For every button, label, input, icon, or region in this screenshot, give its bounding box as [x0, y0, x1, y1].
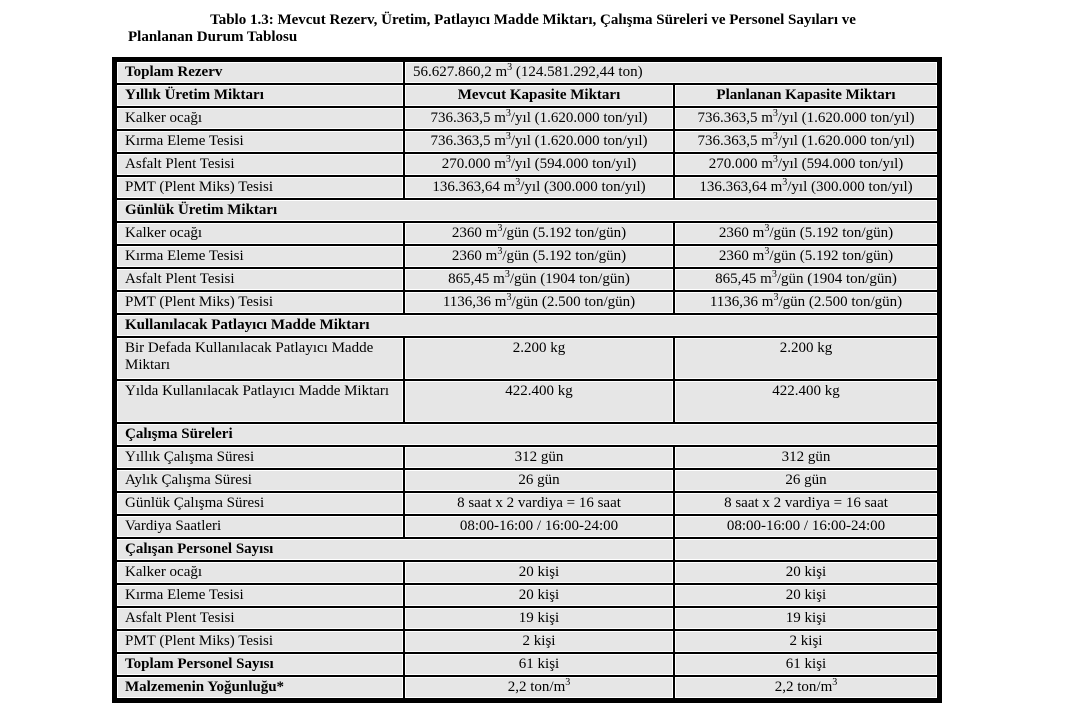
section-title-staff: Çalışan Personel Sayısı [116, 538, 674, 561]
table-row [116, 561, 938, 584]
table-caption [128, 12, 918, 46]
planned-value: 270.000 $m^3$/yıl (594.000 ton/yıl) [674, 153, 938, 176]
column-header-planned: Planlanan Kapasite Miktarı [674, 84, 938, 107]
planned-value: 865,45 $m^3$/gün (1904 ton/gün) [674, 268, 938, 291]
current-value: 20 kişi [404, 584, 674, 607]
row-label: Toplam Personel Sayısı [116, 653, 404, 676]
table-row [116, 222, 938, 245]
section-header-row [116, 538, 938, 561]
table-row [116, 107, 938, 130]
row-label: Bir Defada Kullanılacak Patlayıcı Madde Miktarı [116, 337, 404, 380]
current-value: 736.363,5 $m^3$/yıl (1.620.000 ton/yıl) [404, 130, 674, 153]
row-label: Malzemenin Yoğunluğu* [116, 676, 404, 699]
planned-value: 26 gün [674, 469, 938, 492]
planned-value: 2,2 ton/$m^3$ [674, 676, 938, 699]
table-row [116, 446, 938, 469]
current-value: 26 gün [404, 469, 674, 492]
caption-line-2: Planlanan Durum Tablosu [128, 29, 298, 45]
row-label: Asfalt Plent Tesisi [116, 607, 404, 630]
current-value: 2,2 ton/$m^3$ [404, 676, 674, 699]
reserve-label: Toplam Rezerv [116, 61, 404, 84]
planned-value: 1136,36 $m^3$/gün (2.500 ton/gün) [674, 291, 938, 314]
table-row [116, 607, 938, 630]
current-value: 8 saat x 2 vardiya = 16 saat [404, 492, 674, 515]
row-label: Asfalt Plent Tesisi [116, 268, 404, 291]
planned-value: 08:00-16:00 / 16:00-24:00 [674, 515, 938, 538]
current-value: 61 kişi [404, 653, 674, 676]
section-title-daily: Günlük Üretim Miktarı [116, 199, 938, 222]
row-label: Yılda Kullanılacak Patlayıcı Madde Miktarı [116, 380, 404, 423]
table-row [116, 245, 938, 268]
row-label: Aylık Çalışma Süresi [116, 469, 404, 492]
current-value: 422.400 kg [404, 380, 674, 423]
planned-value: 422.400 kg [674, 380, 938, 423]
current-value: 865,45 $m^3$/gün (1904 ton/gün) [404, 268, 674, 291]
row-label: Vardiya Saatleri [116, 515, 404, 538]
current-value: 08:00-16:00 / 16:00-24:00 [404, 515, 674, 538]
current-value: 19 kişi [404, 607, 674, 630]
current-value: 20 kişi [404, 561, 674, 584]
planned-value: 19 kişi [674, 607, 938, 630]
row-label: Kırma Eleme Tesisi [116, 245, 404, 268]
column-header-current: Mevcut Kapasite Miktarı [404, 84, 674, 107]
row-label: Kalker ocağı [116, 107, 404, 130]
planned-value: 20 kişi [674, 561, 938, 584]
caption-line-1: Tablo 1.3: Mevcut Rezerv, Üretim, Patlayıcı Madde Miktarı, Çalışma Süreleri ve Personel Sayıları ve [210, 12, 856, 28]
table-row [116, 584, 938, 607]
table-row [116, 130, 938, 153]
table-row [116, 176, 938, 199]
planned-value: 61 kişi [674, 653, 938, 676]
section-header-row [116, 423, 938, 446]
row-label: Kalker ocağı [116, 222, 404, 245]
section-title-explosive: Kullanılacak Patlayıcı Madde Miktarı [116, 314, 938, 337]
current-value: 2.200 kg [404, 337, 674, 380]
row-label: Kalker ocağı [116, 561, 404, 584]
section-header-row [116, 314, 938, 337]
reserve-value: 56.627.860,2 $m^3$ (124.581.292,44 ton) [404, 61, 938, 84]
row-label: Yıllık Çalışma Süresi [116, 446, 404, 469]
reserve-row [116, 61, 938, 84]
section-title-annual: Yıllık Üretim Miktarı [116, 84, 404, 107]
planned-value: 2 kişi [674, 630, 938, 653]
current-value: 2360 $m^3$/gün (5.192 ton/gün) [404, 222, 674, 245]
planned-value: 20 kişi [674, 584, 938, 607]
data-table [112, 57, 942, 703]
row-label: Kırma Eleme Tesisi [116, 584, 404, 607]
empty-cell [674, 538, 938, 561]
density-row [116, 676, 938, 699]
section-header-row [116, 199, 938, 222]
table-row [116, 515, 938, 538]
table-row [116, 291, 938, 314]
row-label: PMT (Plent Miks) Tesisi [116, 630, 404, 653]
current-value: 2 kişi [404, 630, 674, 653]
row-label: PMT (Plent Miks) Tesisi [116, 176, 404, 199]
table-row [116, 337, 938, 380]
current-value: 312 gün [404, 446, 674, 469]
table-row [116, 380, 938, 423]
planned-value: 736.363,5 $m^3$/yıl (1.620.000 ton/yıl) [674, 107, 938, 130]
row-label: PMT (Plent Miks) Tesisi [116, 291, 404, 314]
current-value: 736.363,5 $m^3$/yıl (1.620.000 ton/yıl) [404, 107, 674, 130]
planned-value: 736.363,5 $m^3$/yıl (1.620.000 ton/yıl) [674, 130, 938, 153]
table-row [116, 153, 938, 176]
planned-value: 2360 $m^3$/gün (5.192 ton/gün) [674, 222, 938, 245]
table-row [116, 630, 938, 653]
current-value: 1136,36 $m^3$/gün (2.500 ton/gün) [404, 291, 674, 314]
current-value: 270.000 $m^3$/yıl (594.000 ton/yıl) [404, 153, 674, 176]
current-value: 136.363,64 $m^3$/yıl (300.000 ton/yıl) [404, 176, 674, 199]
row-label: Günlük Çalışma Süresi [116, 492, 404, 515]
total-staff-row [116, 653, 938, 676]
table-row [116, 268, 938, 291]
planned-value: 8 saat x 2 vardiya = 16 saat [674, 492, 938, 515]
planned-value: 136.363,64 $m^3$/yıl (300.000 ton/yıl) [674, 176, 938, 199]
planned-value: 2.200 kg [674, 337, 938, 380]
table-row [116, 492, 938, 515]
current-value: 2360 $m^3$/gün (5.192 ton/gün) [404, 245, 674, 268]
planned-value: 312 gün [674, 446, 938, 469]
section-title-work: Çalışma Süreleri [116, 423, 938, 446]
row-label: Kırma Eleme Tesisi [116, 130, 404, 153]
annual-header-row [116, 84, 938, 107]
planned-value: 2360 $m^3$/gün (5.192 ton/gün) [674, 245, 938, 268]
row-label: Asfalt Plent Tesisi [116, 153, 404, 176]
table-row [116, 469, 938, 492]
